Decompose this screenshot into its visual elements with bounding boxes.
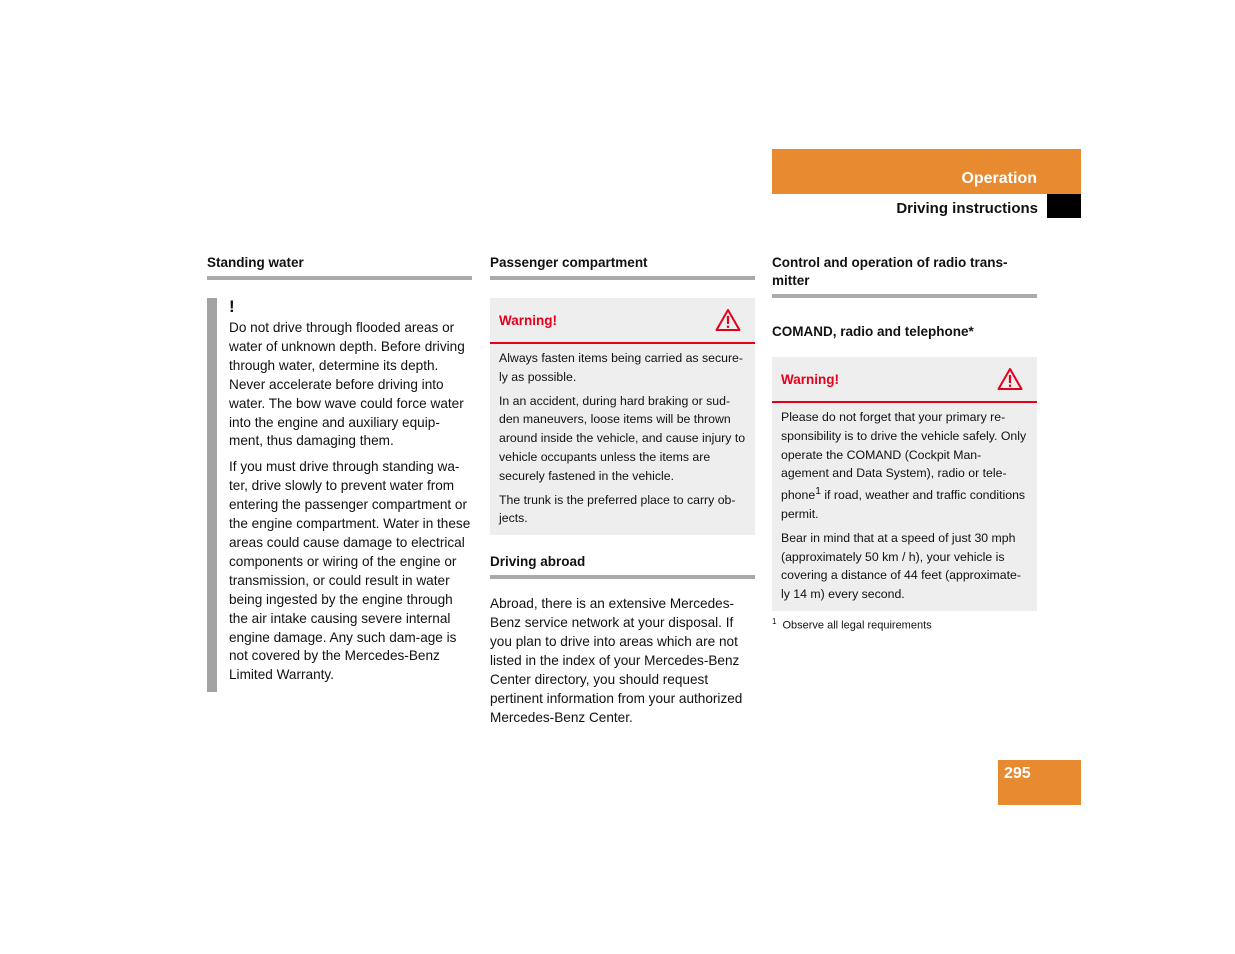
heading-driving-abroad: Driving abroad (490, 553, 755, 579)
driving-abroad-text (490, 595, 755, 727)
caution-note (207, 298, 472, 692)
warning-paragraph (781, 408, 1028, 524)
footnote-ref: 1 (815, 486, 821, 498)
warning-text: if road, weather and traffic conditions permit. (781, 488, 1026, 522)
footnote-text: Observe all legal requirements (782, 619, 932, 632)
note-paragraph: Do not drive through flooded areas or water of unknown depth. Before driving through water, determine its depth. Never accelerate before driving into water. The bow wave could force water into the engine and auxiliary equip-ment, thus damaging them. (229, 320, 465, 449)
warning-label: Warning! (499, 312, 557, 328)
warning-body (772, 403, 1037, 611)
warning-text: Please do not forget that your primary re-sponsibility is to drive the vehicle safely. Only operate the COMAND (Cockpit Man-agement and Data System), radio or tele-phone (781, 410, 1027, 503)
section-header-bar (772, 149, 1081, 194)
warning-triangle-icon (997, 367, 1023, 391)
warning-header (490, 298, 755, 344)
note-side-bar (207, 298, 217, 692)
note-paragraph: If you must drive through standing wa-ter, drive slowly to prevent water from entering the passenger compartment or the engine compartment. Water in these areas could cause damage to electrical components or wiring of the engine or transmission, or could result in water being ingested by the engine through the air intake causing severe internal engine damage. Any such dam-age is not covered by the Mercedes-Benz Limited Warranty. (229, 459, 471, 683)
footnote-marker: 1 (772, 617, 777, 627)
warning-box (490, 298, 755, 535)
warning-paragraph: The trunk is the preferred place to carry ob-jects. (499, 492, 736, 526)
warning-label: Warning! (781, 371, 839, 387)
column-standing-water (207, 254, 472, 692)
heading-standing-water: Standing water (207, 254, 472, 280)
column-radio-transmitter (772, 254, 1037, 632)
column-passenger-compartment (490, 254, 755, 728)
header-tab-marker (1047, 194, 1081, 218)
warning-paragraph: In an accident, during hard braking or sud-den maneuvers, loose items will be thrown around inside the vehicle, and cause injury to vehicle occupants unless the items are securely fastened in the vehicle. (499, 393, 746, 483)
warning-triangle-icon (715, 308, 741, 332)
heading-radio-transmitter: Control and operation of radio trans-mitter (772, 254, 1037, 298)
page-number: 295 (1004, 765, 1031, 782)
body-paragraph: Abroad, there is an extensive Mercedes-Benz service network at your disposal. If you plan to drive into areas which are not listed in the index of your Mercedes-Benz Center directory, you should request pertinent information from your authorized Mercedes-Benz Center. (490, 596, 743, 725)
footnote (772, 617, 1037, 632)
warning-paragraph: Bear in mind that at a speed of just 30 mph (approximately 50 km / h), your vehicle is covering a distance of 44 feet (approximate-ly 14 m) every second. (781, 530, 1021, 602)
heading-passenger-compartment: Passenger compartment (490, 254, 755, 280)
page-number-box (998, 760, 1081, 805)
subsection-title: Driving instructions (896, 200, 1038, 217)
section-title: Operation (961, 170, 1037, 187)
exclamation-icon: ! (229, 297, 235, 316)
subheading-comand: COMAND, radio and telephone* (772, 324, 974, 339)
warning-header (772, 357, 1037, 403)
note-body (217, 298, 472, 692)
warning-paragraph: Always fasten items being carried as secure-ly as possible. (499, 351, 743, 384)
warning-body (490, 344, 755, 535)
warning-box (772, 357, 1037, 611)
